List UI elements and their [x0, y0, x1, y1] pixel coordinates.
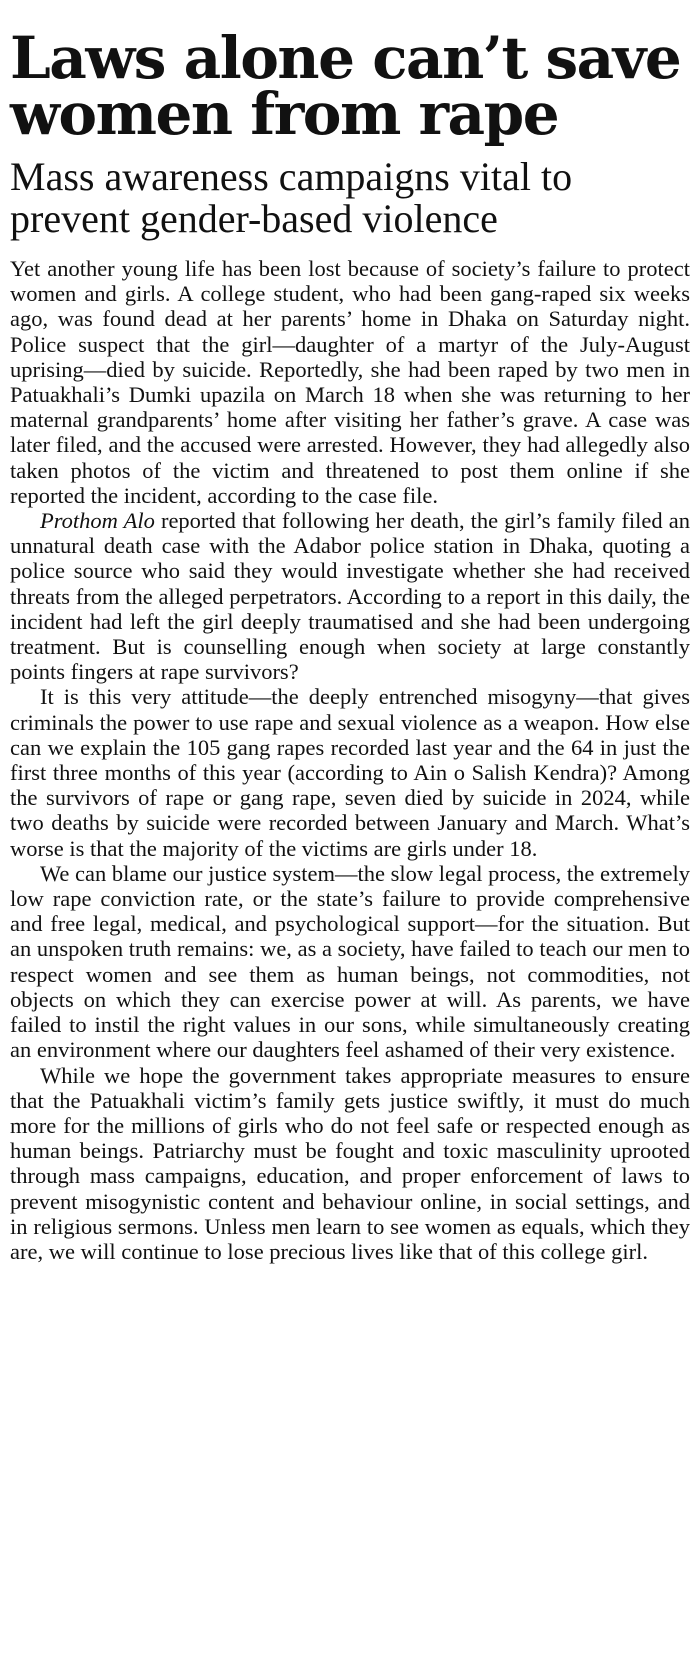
- subheading: [10, 156, 690, 240]
- paragraph-4-text: We can blame our justice system—the slow legal process, the extremely low rape conviction rate, or the state’s failure to provide comprehensive and free legal, medical, and psychological support—for the situation. But an unspoken truth remains: we, as a society, have failed to teach our men to respect women and see them as human beings, not commodities, not objects on which they can exercise power at will. As parents, we have failed to instil the right values in our sons, while simultaneously creating an environment where our daughters feel ashamed of their very existence.: [10, 860, 690, 1063]
- paragraph-5: [10, 1063, 690, 1265]
- paragraph-3-text: It is this very attitude—the deeply entrenched misogyny—that gives criminals the power to use rape and sexual violence as a weapon. How else can we explain the 105 gang rapes recorded last year and the 64 in just the first three months of this year (according to Ain o Salish Kendra)? Among the survivors of rape or gang rape, seven died by suicide in 2024, while two deaths by suicide were recorded between January and March. What’s worse is that the majority of the victims are girls under 18.: [10, 684, 690, 861]
- subheading-line-1: Mass awareness campaigns vital to: [10, 154, 573, 199]
- article: [10, 0, 690, 1264]
- headline-line-2: women from rape: [10, 80, 559, 148]
- headline: [10, 24, 690, 148]
- paragraph-1-text: Yet another young life has been lost because of society’s failure to protect women and girls. A college student, who had been gang-raped six weeks ago, was found dead at her parents’ home in Dhaka on Saturday night. Police suspect that the girl—daughter of a martyr of the July-August uprising—died by suicide. Reportedly, she had been raped by two men in Patuakhali’s Dumki upazila on March 18 when she was returning to her maternal grandparents’ home after visiting her father’s grave. A case was later filed, and the accused were arrested. However, they had allegedly also taken photos of the victim and threatened to post them online if she reported the incident, according to the case file.: [10, 256, 690, 508]
- paragraph-4: [10, 861, 690, 1063]
- paragraph-2-lead: Prothom Alo: [40, 508, 155, 534]
- paragraph-2: [10, 508, 690, 684]
- subheading-line-2: prevent gender-based violence: [10, 196, 498, 241]
- paragraph-2-text: reported that following her death, the girl’s family filed an unnatural death case with the Adabor police station in Dhaka, quoting a police source who said they would investigate whether she had received threats from the alleged perpetrators. According to a report in this daily, the incident had left the girl deeply traumatised and she had been undergoing treatment. But is counselling enough when society at large constantly points fingers at rape survivors?: [10, 508, 690, 685]
- paragraph-1: [10, 256, 690, 508]
- headline-line-1: Laws alone can’t save: [10, 24, 681, 92]
- paragraph-3: [10, 684, 690, 860]
- paragraph-5-text: While we hope the government takes appropriate measures to ensure that the Patuakhali victim’s family gets justice swiftly, it must do much more for the millions of girls who do not feel safe or respected enough as human beings. Patriarchy must be fought and toxic masculinity uprooted through mass campaigns, education, and proper enforcement of laws to prevent misogynistic content and behaviour online, in social settings, and in religious sermons. Unless men learn to see women as equals, which they are, we will continue to lose precious lives like that of this college girl.: [10, 1062, 690, 1264]
- article-body: [10, 256, 690, 1264]
